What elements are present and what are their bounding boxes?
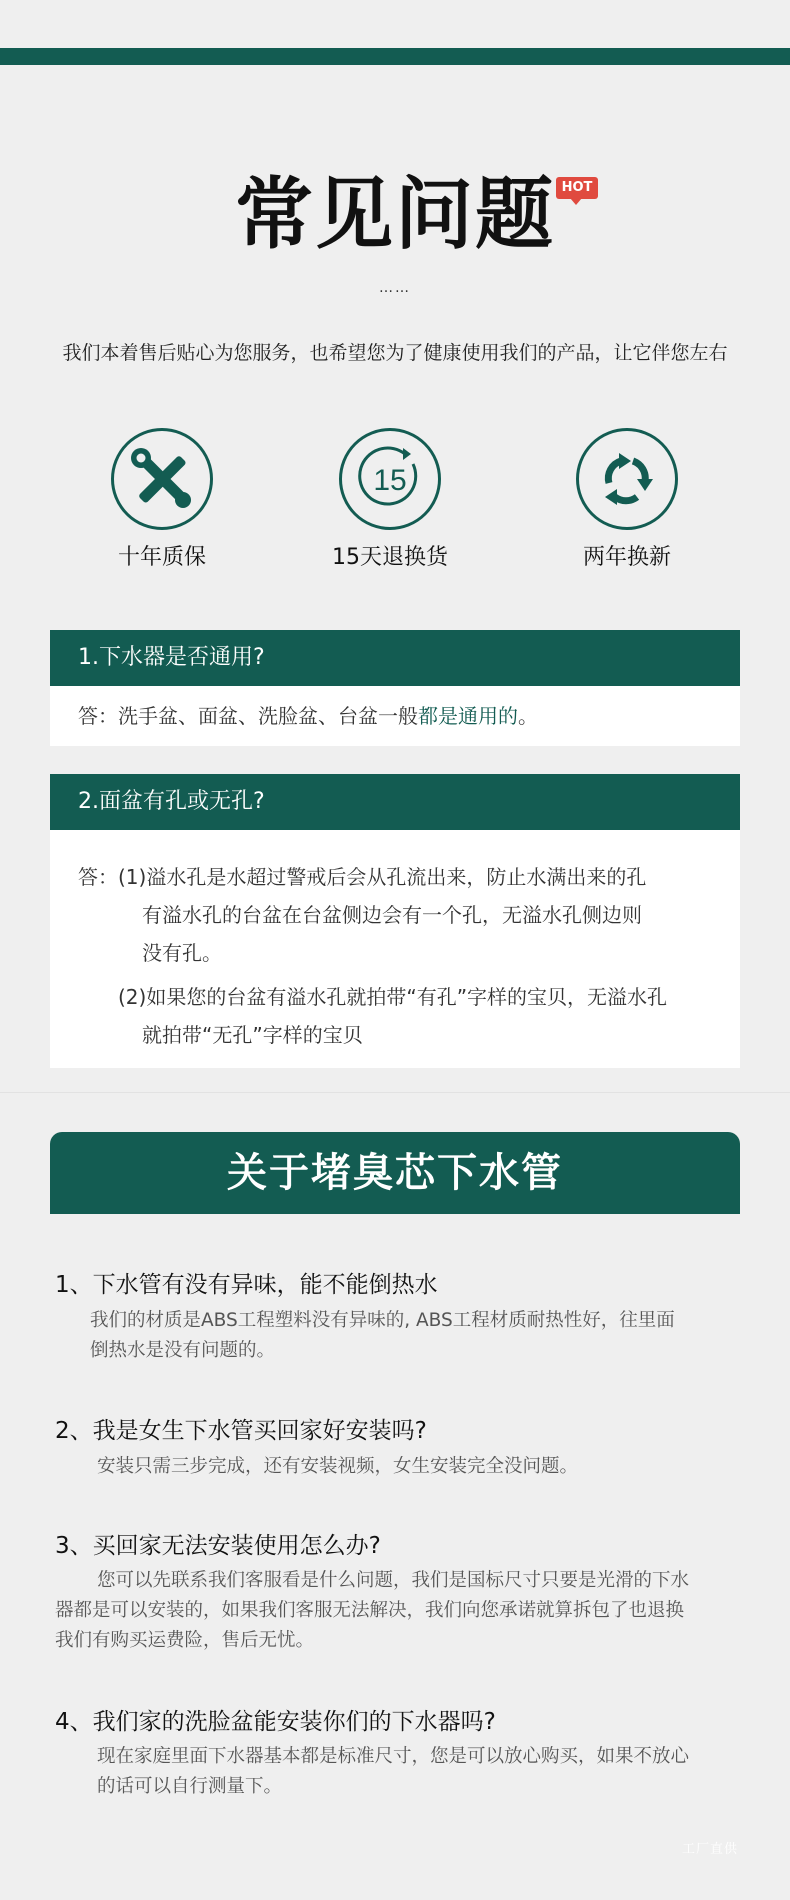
qa-question-4: 4、我们家的洗脸盆能安装你们的下水器吗? — [55, 1709, 496, 1735]
answer-point-2-line-2: 就拍带“无孔”字样的宝贝 — [142, 1023, 363, 1047]
hot-badge: HOT — [556, 177, 598, 199]
faq-answer-1 — [50, 686, 740, 746]
answer-line: 现在家庭里面下水器基本都是标准尺寸，您是可以放心购买，如果不放心 — [97, 1746, 690, 1767]
subtitle: 我们本着售后贴心为您服务，也希望您为了健康使用我们的产品，让它伴您左右 — [62, 342, 728, 364]
feature-renew — [542, 428, 712, 571]
answer-point-2-line-1: (2)如果您的台盆有溢水孔就拍带“有孔”字样的宝贝，无溢水孔 — [118, 985, 668, 1009]
faq-answer-2 — [50, 830, 740, 1068]
faq-question-2: 2.面盆有孔或无孔? — [50, 774, 740, 830]
wrench-screwdriver-icon — [111, 428, 213, 530]
qa-answer-4 — [97, 1742, 689, 1802]
qa-answer-3 — [55, 1566, 689, 1656]
answer-label: 答： — [78, 865, 118, 889]
answer-point-1-line-3: 没有孔。 — [142, 941, 222, 965]
faq-question-1: 1.下水器是否通用? — [50, 630, 740, 686]
title-dots: …… — [379, 280, 411, 296]
qa-question-1: 1、下水管有没有异味，能不能倒热水 — [55, 1272, 438, 1298]
answer-line: 的话可以自行测量下。 — [97, 1776, 283, 1797]
feature-label: 15天退换货 — [332, 545, 448, 570]
answer-line: 器都是可以安装的，如果我们客服无法解决，我们向您承诺就算拆包了也退换 — [55, 1600, 685, 1621]
feature-return — [305, 428, 475, 571]
qa-answer-2 — [97, 1452, 578, 1482]
section-banner: 关于堵臭芯下水管 — [50, 1132, 740, 1214]
answer-text: 答：洗手盆、面盆、洗脸盆、台盆一般 — [78, 704, 418, 728]
answer-suffix: 。 — [518, 704, 538, 728]
answer-point-1-line-2: 有溢水孔的台盆在台盆侧边会有一个孔，无溢水孔侧边则 — [142, 903, 642, 927]
answer-line: 您可以先联系我们客服看是什么问题，我们是国标尺寸只要是光滑的下水 — [97, 1570, 690, 1591]
feature-warranty — [77, 428, 247, 571]
recycle-arrows-icon — [576, 428, 678, 530]
answer-line: 我们的材质是ABS工程塑料没有异味的, ABS工程材质耐热性好，往里面 — [90, 1310, 675, 1331]
answer-point-1-line-1: (1)溢水孔是水超过警戒后会从孔流出来，防止水满出来的孔 — [118, 865, 647, 889]
watermark-text: 工厂直供 — [682, 1842, 739, 1857]
feature-label: 两年换新 — [582, 545, 671, 570]
section-divider — [0, 1092, 790, 1093]
answer-line: 安装只需三步完成，还有安装视频，女生安装完全没问题。 — [97, 1456, 579, 1477]
page-title: 常见问题 — [234, 170, 555, 260]
feature-label: 十年质保 — [117, 545, 206, 570]
fifteen-text: 15 — [373, 464, 407, 497]
answer-line: 倒热水是没有问题的。 — [90, 1340, 276, 1361]
top-accent-bar — [0, 48, 790, 65]
answer-highlight: 都是通用的 — [418, 704, 518, 728]
qa-question-2: 2、我是女生下水管买回家好安装吗? — [55, 1418, 427, 1444]
fifteen-days-icon — [339, 428, 441, 530]
qa-answer-1 — [90, 1306, 675, 1366]
qa-question-3: 3、买回家无法安装使用怎么办? — [55, 1533, 381, 1559]
answer-line: 我们有购买运费险，售后无忧。 — [55, 1630, 315, 1651]
